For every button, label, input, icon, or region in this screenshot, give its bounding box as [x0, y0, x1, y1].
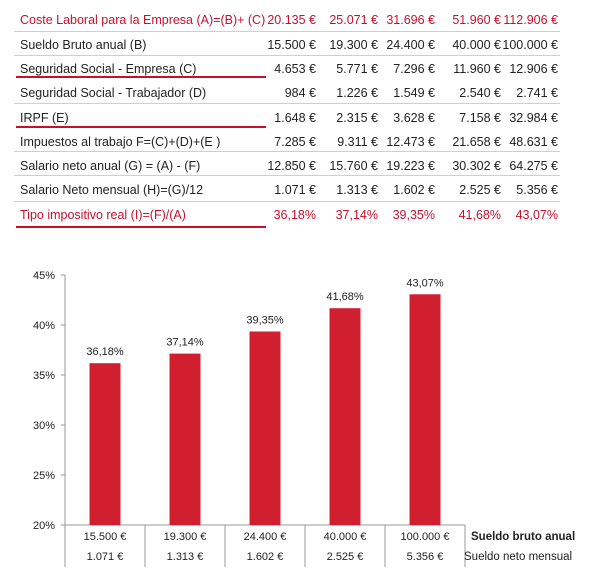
- table-row: [0, 8, 596, 32]
- row-value: 3.628 €: [393, 111, 435, 125]
- row-divider: [16, 126, 266, 128]
- bar-data-label: 41,68%: [326, 291, 364, 304]
- bar-data-label: 39,35%: [246, 314, 284, 327]
- y-tick-label: 20%: [32, 520, 55, 532]
- bar-data-label: 43,07%: [406, 277, 444, 290]
- row-value: 51.960 €: [452, 13, 501, 27]
- row-value: 2.741 €: [516, 86, 558, 100]
- row-value: 32.984 €: [509, 111, 558, 125]
- row-divider: [14, 103, 560, 104]
- bar-data-label: 37,14%: [166, 336, 204, 349]
- row-value: 1.313 €: [336, 183, 378, 197]
- bar: [410, 294, 441, 525]
- x-secondary-label: 1.313 €: [166, 551, 204, 563]
- x-secondary-label: 1.602 €: [246, 551, 284, 563]
- row-value: 24.400 €: [386, 38, 435, 52]
- x-row-label-net: Sueldo neto mensual: [464, 551, 573, 563]
- y-tick-label: 25%: [32, 470, 55, 482]
- row-label: Seguridad Social - Empresa (C): [20, 62, 197, 76]
- row-value: 64.275 €: [509, 159, 558, 173]
- row-divider: [14, 31, 560, 32]
- row-value: 21.658 €: [452, 135, 501, 149]
- x-category-label: 100.000 €: [400, 531, 450, 543]
- row-value: 31.696 €: [386, 13, 435, 27]
- x-row-label-gross: Sueldo bruto anual: [471, 531, 576, 543]
- row-label: Salario Neto mensual (H)=(G)/12: [20, 183, 204, 197]
- bar: [330, 308, 361, 525]
- row-value: 12.850 €: [267, 159, 316, 173]
- row-value: 9.311 €: [337, 135, 378, 149]
- bar: [90, 363, 121, 525]
- table-row: [0, 81, 596, 105]
- row-value: 15.500 €: [267, 38, 316, 52]
- row-label: Salario neto anual (G) = (A) - (F): [20, 159, 201, 173]
- y-tick-label: 35%: [32, 370, 55, 382]
- table-row: [0, 33, 596, 57]
- y-tick-label: 40%: [32, 320, 55, 332]
- row-value: 7.158 €: [459, 111, 501, 125]
- row-label: Tipo impositivo real (I)=(F)/(A): [20, 208, 186, 222]
- row-divider: [14, 175, 560, 176]
- row-value: 20.135 €: [267, 13, 316, 27]
- row-value: 30.302 €: [452, 159, 501, 173]
- row-value: 36,18%: [273, 208, 316, 222]
- bar-data-label: 36,18%: [86, 346, 124, 359]
- table-row: [0, 203, 596, 227]
- bar: [170, 354, 201, 525]
- row-value: 5.771 €: [336, 62, 378, 76]
- table-row: [0, 178, 596, 202]
- row-value: 7.296 €: [393, 62, 435, 76]
- row-divider: [14, 151, 560, 152]
- x-category-label: 19.300 €: [163, 531, 207, 543]
- row-value: 12.906 €: [509, 62, 558, 76]
- row-value: 19.300 €: [329, 38, 378, 52]
- x-category-label: 15.500 €: [83, 531, 127, 543]
- x-category-label: 40.000 €: [323, 531, 367, 543]
- x-secondary-label: 1.071 €: [86, 551, 124, 563]
- row-value: 2.315 €: [336, 111, 378, 125]
- row-value: 15.760 €: [329, 159, 378, 173]
- row-label: Impuestos al trabajo F=(C)+(D)+(E ): [20, 135, 221, 149]
- row-value: 48.631 €: [509, 135, 558, 149]
- row-value: 984 €: [284, 86, 316, 100]
- row-divider: [16, 76, 266, 78]
- row-label: Coste Laboral para la Empresa (A)=(B)+ (C): [20, 13, 266, 27]
- row-value: 25.071 €: [329, 13, 378, 27]
- row-value: 7.285 €: [274, 135, 316, 149]
- row-value: 100.000 €: [502, 38, 558, 52]
- row-value: 4.653 €: [274, 62, 316, 76]
- row-label: Seguridad Social - Trabajador (D): [20, 86, 207, 100]
- x-secondary-label: 5.356 €: [406, 551, 444, 563]
- row-value: 39,35%: [392, 208, 435, 222]
- x-secondary-label: 2.525 €: [326, 551, 364, 563]
- x-category-label: 24.400 €: [243, 531, 287, 543]
- row-label: IRPF (E): [20, 111, 69, 125]
- y-tick-label: 30%: [32, 420, 55, 432]
- row-value: 1.226 €: [336, 86, 378, 100]
- row-value: 1.602 €: [393, 183, 435, 197]
- row-value: 1.648 €: [274, 111, 316, 125]
- row-divider: [14, 55, 560, 56]
- row-value: 5.356 €: [516, 183, 558, 197]
- row-value: 1.549 €: [393, 86, 435, 100]
- row-value: 2.525 €: [459, 183, 501, 197]
- row-value: 12.473 €: [386, 135, 435, 149]
- y-tick-label: 45%: [32, 270, 55, 282]
- row-value: 1.071 €: [274, 183, 316, 197]
- row-label: Sueldo Bruto anual (B): [20, 38, 147, 52]
- bar: [250, 332, 281, 526]
- row-divider: [14, 201, 560, 202]
- row-value: 37,14%: [335, 208, 378, 222]
- row-value: 43,07%: [515, 208, 558, 222]
- row-value: 40.000 €: [452, 38, 501, 52]
- row-value: 112.906 €: [503, 13, 558, 27]
- row-divider: [16, 226, 266, 228]
- row-value: 41,68%: [458, 208, 501, 222]
- row-value: 2.540 €: [459, 86, 501, 100]
- row-value: 11.960 €: [453, 62, 501, 76]
- row-value: 19.223 €: [386, 159, 435, 173]
